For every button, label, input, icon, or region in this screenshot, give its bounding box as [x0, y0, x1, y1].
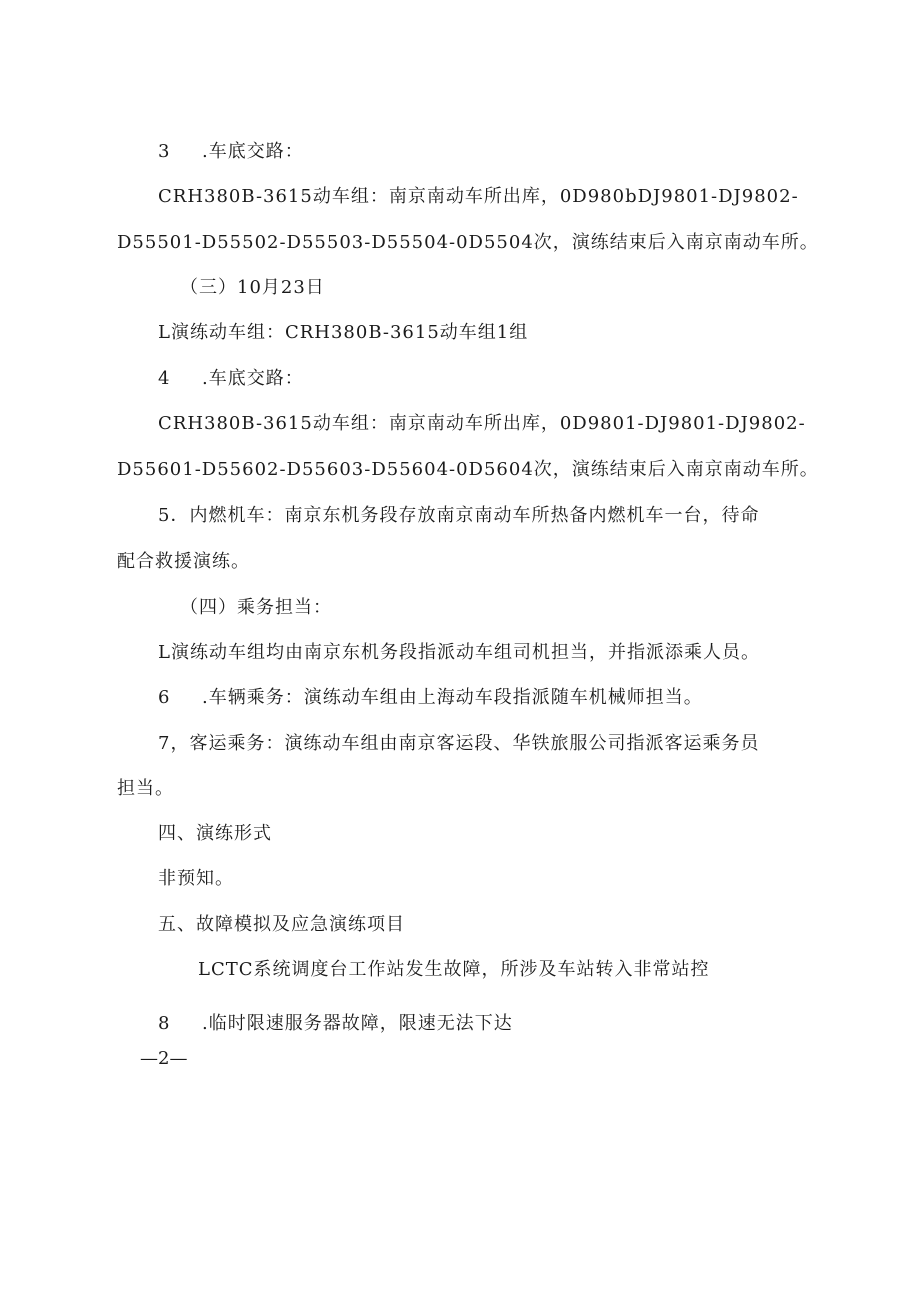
section-heading: 五、故障模拟及应急演练项目: [158, 914, 405, 935]
item-8-line: [158, 1012, 513, 1036]
paragraph-line: D55601-D55602-D55603-D55604-0D5604次，演练结束后入南京南动车所。: [117, 459, 819, 480]
item-number: 3: [158, 141, 171, 162]
section-heading: （四）乘务担当：: [180, 597, 332, 618]
paragraph-line: D55501-D55502-D55503-D55504-0D5504次，演练结束后入南京南动车所。: [117, 232, 819, 253]
line-text: .车辆乘务：演练动车组由上海动车段指派随车机械师担当。: [202, 687, 703, 708]
paragraph-line: LCTC系统调度台工作站发生故障，所涉及车站转入非常站控: [198, 959, 710, 980]
item-4-line: [158, 367, 304, 391]
line-text: .车底交路：: [202, 141, 304, 162]
item-number: 6: [158, 687, 171, 708]
line-text: .车底交路：: [202, 368, 304, 389]
section-heading: （三）10月23日: [180, 277, 325, 298]
paragraph-line: CRH380B-3615动车组：南京南动车所出库，0D980bDJ9801-DJ9802-: [158, 186, 799, 207]
paragraph-line: CRH380B-3615动车组：南京南动车所出库，0D9801-DJ9801-DJ9802-: [158, 413, 806, 434]
line-text: .临时限速服务器故障，限速无法下达: [202, 1013, 513, 1034]
paragraph-line: 非预知。: [158, 868, 234, 889]
paragraph-line: L演练动车组均由南京东机务段指派动车组司机担当，并指派添乘人员。: [158, 642, 760, 663]
item-3-line: [158, 140, 304, 164]
item-number: 8: [158, 1013, 171, 1034]
paragraph-line: 配合救援演练。: [117, 551, 250, 572]
item-number: 4: [158, 368, 171, 389]
section-heading: 四、演练形式: [158, 823, 272, 844]
paragraph-line: 担当。: [117, 778, 174, 799]
paragraph-line: 7，客运乘务：演练动车组由南京客运段、华铁旅服公司指派客运乘务员: [158, 733, 760, 754]
page-number: —2—: [140, 1048, 188, 1069]
item-6-line: [158, 686, 703, 710]
paragraph-line: L演练动车组：CRH380B-3615动车组1组: [158, 322, 529, 343]
paragraph-line: 5．内燃机车：南京东机务段存放南京南动车所热备内燃机车一台，待命: [158, 505, 760, 526]
